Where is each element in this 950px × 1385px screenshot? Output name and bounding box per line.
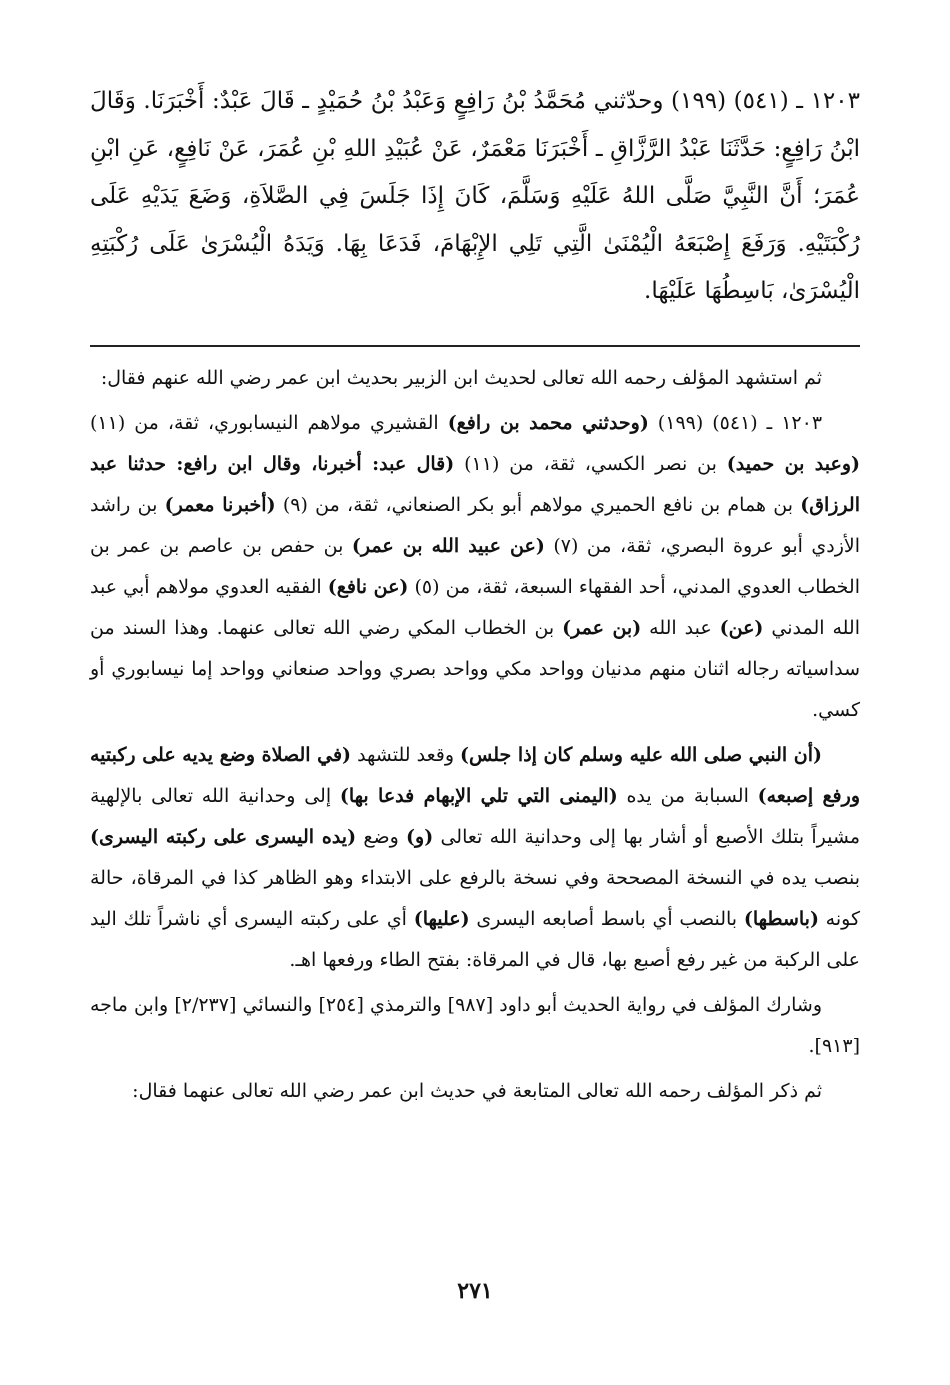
bold-text-run: (يده اليسرى على ركبته اليسرى)	[90, 826, 357, 848]
text-run: أي على ركبته اليسرى أي ناشراً تلك اليد على الركبة من غير رفع أصبع بها، قال في المرقاة: بفتح الطاء ورفعها اهـ.	[90, 908, 860, 971]
text-run: السبابة من يده	[617, 785, 758, 807]
bold-text-run: (عن)	[719, 617, 764, 639]
commentary	[90, 358, 860, 1116]
text-run: بن نصر الكسي، ثقة، من (١١)	[454, 453, 727, 475]
text-run: بن الخطاب المكي رضي الله تعالى عنهما. وهذا السند من سداسياته رجاله اثنان منهم مدنيان وواحد مكي وواحد بصري وواحد صنعاني وواحد إما نيسابوري أو كسي.	[90, 617, 860, 721]
commentary-paragraph	[90, 358, 860, 399]
bold-text-run: (عن عبيد الله بن عمر)	[351, 535, 545, 557]
text-run: بالنصب أي باسط أصابعه اليسرى	[469, 908, 744, 930]
bold-text-run: (أن النبي صلى الله عليه وسلم كان إذا جلس)	[460, 744, 822, 766]
bold-text-run: (قال عبد: أخبرنا، وقال ابن رافع: حدثنا عبد الرزاق)	[90, 453, 860, 516]
text-run: وشارك المؤلف في رواية الحديث أبو داود [٩٨٧] والترمذي [٢٥٤] والنسائي [٢/٢٣٧] وابن ماجه [٩١٣].	[90, 994, 860, 1057]
text-run: بنصب يده في النسخة المصححة وفي نسخة بالرفع على الابتداء وهو الظاهر كذا في المرقاة، حالة كونه	[90, 867, 861, 930]
bold-text-run: (اليمنى التي تلي الإبهام فدعا بها)	[339, 785, 618, 807]
text-run: بن راشد الأزدي أبو عروة البصري، ثقة، من (٧)	[90, 494, 861, 557]
bold-text-run: (أخبرنا معمر)	[164, 494, 276, 516]
bold-text-run: (وعبد بن حميد)	[726, 453, 860, 475]
bold-text-run: (بن عمر)	[562, 617, 642, 639]
text-run: الفقيه العدوي مولاهم أبي عبد الله المدني	[90, 576, 860, 639]
text-run: ١٢٠٣ ـ (٥٤١) (١٩٩)	[648, 412, 823, 434]
bold-text-run: (باسطها)	[743, 908, 819, 930]
commentary-paragraph	[90, 1071, 860, 1112]
bold-text-run: (عليها)	[413, 908, 470, 930]
text-run: إلى وحدانية الله تعالى بالإلهية مشيراً بتلك الأصبع أو أشار بها إلى وحدانية الله تعالى	[90, 785, 860, 848]
separator-line	[90, 345, 860, 347]
bold-text-run: (عن نافع)	[327, 576, 409, 598]
bold-text-run: (و)	[406, 826, 434, 848]
text-run: ثم استشهد المؤلف رحمه الله تعالى لحديث ابن الزبير بحديث ابن عمر رضي الله عنهم فقال:	[100, 367, 822, 389]
page-number: ٢٧١	[457, 1278, 493, 1304]
text-run: بن حفص بن عاصم بن عمر بن الخطاب العدوي المدني، أحد الفقهاء السبعة، ثقة، من (٥)	[90, 535, 860, 598]
text-run: ثم ذكر المؤلف رحمه الله تعالى المتابعة في حديث ابن عمر رضي الله تعالى عنهما فقال:	[132, 1080, 822, 1102]
bold-text-run: (وحدثني محمد بن رافع)	[447, 412, 649, 434]
text-run: وقعد للتشهد	[351, 744, 461, 766]
text-run: وضع	[356, 826, 407, 848]
commentary-paragraph	[90, 403, 860, 731]
commentary-paragraph	[90, 735, 860, 981]
text-run: بن همام بن نافع الحميري مولاهم أبو بكر الصنعاني، ثقة، من (٩)	[275, 494, 801, 516]
hadith-text: ١٢٠٣ ـ (٥٤١) (١٩٩) وحدّثني مُحَمَّدُ بْنُ رَافِعٍ وَعَبْدُ بْنُ حُمَيْدٍ ـ قَالَ عَبْدٌ: أَخْبَرَنَا. وَقَالَ ابْنُ رَافِعٍ: حَدَّثَنَا عَبْدُ الرَّزَّاقِ ـ أَخْبَرَنَا مَعْمَرٌ، عَنْ عُبَيْدِ اللهِ بْنِ عُمَرَ، عَنْ نَافِعٍ، عَنِ ابْنِ عُمَرَ؛ أَنَّ النَّبِيَّ صَلَّى اللهُ عَلَيْهِ وَسَلَّمَ، كَانَ إِذَا جَلَسَ فِي الصَّلاَةِ، وَضَعَ يَدَيْهِ عَلَى رُكْبَتَيْهِ. وَرَفَعَ إِصْبَعَهُ الْيُمْنَىٰ الَّتِي تَلِي الإِبْهَامَ، فَدَعَا بِهَا. وَيَدَهُ الْيُسْرَىٰ عَلَى رُكْبَتِهِ الْيُسْرَىٰ، بَاسِطُهَا عَلَيْهَا.	[90, 88, 860, 304]
commentary-paragraph	[90, 985, 860, 1067]
bold-text-run: (في الصلاة وضع يديه على ركبتيه ورفع إصبعه)	[89, 744, 860, 807]
text-run: عبد الله	[641, 617, 720, 639]
text-run: القشيري مولاهم النيسابوري، ثقة، من (١١)	[90, 412, 448, 434]
